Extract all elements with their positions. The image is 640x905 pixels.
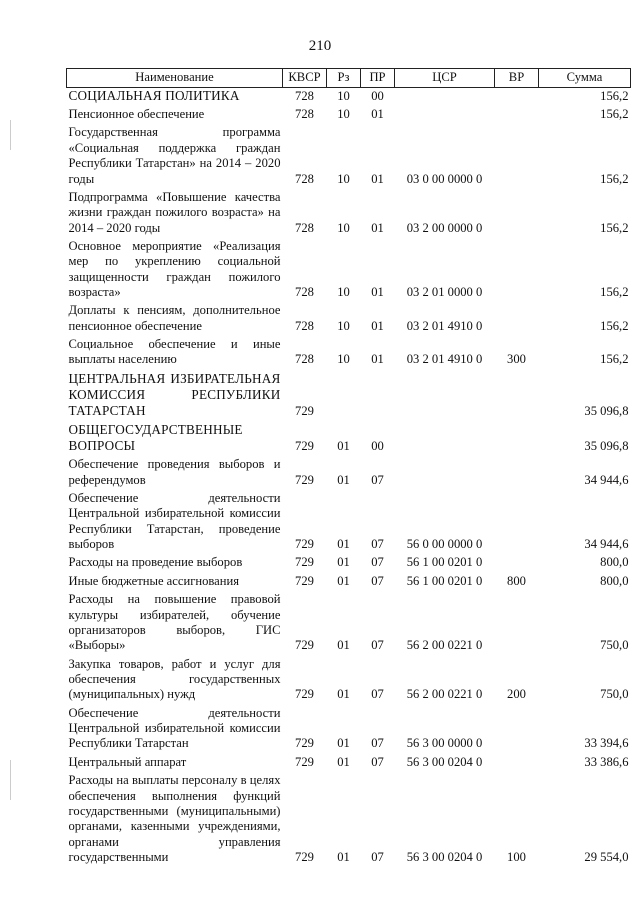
cell-name: Иные бюджетные ассигнования xyxy=(68,573,240,588)
cell-vr: 100 xyxy=(507,849,526,864)
cell-rz: 10 xyxy=(337,107,350,122)
cell-csr: 03 2 01 0000 0 xyxy=(406,285,483,300)
col-csr-header: ЦСР xyxy=(395,69,495,88)
table-row xyxy=(67,104,631,122)
cell-pr: 01 xyxy=(371,107,384,122)
cell-csr: 56 3 00 0000 0 xyxy=(406,736,483,751)
table-row xyxy=(67,236,631,300)
cell-pr: 07 xyxy=(371,573,384,588)
col-name-header: Наименование xyxy=(67,69,283,88)
cell-vr xyxy=(495,752,539,770)
table-row xyxy=(67,187,631,236)
cell-sum: 156,2 xyxy=(600,107,629,122)
cell-kvsr: 728 xyxy=(295,285,314,300)
table-row xyxy=(67,571,631,589)
cell-rz: 10 xyxy=(337,88,350,103)
cell-pr xyxy=(361,368,395,419)
cell-csr xyxy=(395,454,495,488)
cell-rz: 01 xyxy=(337,687,350,702)
cell-sum: 750,0 xyxy=(600,687,629,702)
cell-vr xyxy=(495,703,539,752)
cell-sum: 800,0 xyxy=(600,555,629,570)
cell-rz: 10 xyxy=(337,352,350,367)
cell-rz: 01 xyxy=(337,537,350,552)
cell-kvsr: 729 xyxy=(295,438,314,453)
cell-vr xyxy=(495,88,539,105)
cell-csr: 56 0 00 0000 0 xyxy=(406,537,483,552)
table-row xyxy=(67,752,631,770)
cell-sum: 34 944,6 xyxy=(584,537,629,552)
cell-rz: 01 xyxy=(337,638,350,653)
table-body xyxy=(67,88,631,866)
cell-name: Подпрограмма «Повышение качества жизни граждан пожилого возраста» на 2014 – 2020 годы xyxy=(68,189,281,235)
cell-csr: 56 3 00 0204 0 xyxy=(406,849,483,864)
table-row xyxy=(67,589,631,653)
cell-kvsr: 729 xyxy=(295,687,314,702)
table-row xyxy=(67,334,631,368)
cell-csr: 56 2 00 0221 0 xyxy=(406,638,483,653)
cell-kvsr: 729 xyxy=(295,573,314,588)
cell-vr xyxy=(495,368,539,419)
cell-sum: 156,2 xyxy=(600,352,629,367)
cell-sum: 35 096,8 xyxy=(584,438,629,453)
cell-kvsr: 728 xyxy=(295,171,314,186)
cell-csr: 03 0 00 0000 0 xyxy=(406,171,483,186)
cell-name: Расходы на проведение выборов xyxy=(68,555,243,570)
table-row xyxy=(67,454,631,488)
col-pr-header: ПР xyxy=(361,69,395,88)
cell-kvsr: 729 xyxy=(295,736,314,751)
cell-sum: 156,2 xyxy=(600,220,629,235)
cell-name: ОБЩЕГОСУДАРСТВЕННЫЕ ВОПРОСЫ xyxy=(68,422,243,454)
cell-name: Социальное обеспечение и иные выплаты населению xyxy=(68,337,281,367)
cell-vr xyxy=(495,488,539,552)
cell-name: Государственная программа «Социальная поддержка граждан Республики Татарстан» на 2014 – 2020 годы xyxy=(68,125,281,186)
cell-vr xyxy=(495,236,539,300)
cell-kvsr: 729 xyxy=(295,403,314,418)
cell-sum: 156,2 xyxy=(600,318,629,333)
cell-name: Обеспечение деятельности Центральной избирательной комиссии Республики Татарстан xyxy=(68,705,281,751)
cell-csr xyxy=(395,104,495,122)
cell-kvsr: 729 xyxy=(295,638,314,653)
col-rz-header: Рз xyxy=(327,69,361,88)
cell-name: СОЦИАЛЬНАЯ ПОЛИТИКА xyxy=(68,88,240,103)
cell-kvsr: 729 xyxy=(295,537,314,552)
cell-sum: 156,2 xyxy=(600,171,629,186)
cell-name: Доплаты к пенсиям, дополнительное пенсионное обеспечение xyxy=(68,303,281,333)
cell-csr: 03 2 00 0000 0 xyxy=(406,220,483,235)
cell-rz: 01 xyxy=(337,472,350,487)
cell-kvsr: 728 xyxy=(295,352,314,367)
cell-kvsr: 729 xyxy=(295,849,314,864)
cell-csr xyxy=(395,419,495,454)
cell-pr: 01 xyxy=(371,318,384,333)
cell-csr: 56 1 00 0201 0 xyxy=(406,573,483,588)
cell-kvsr: 728 xyxy=(295,318,314,333)
cell-sum: 750,0 xyxy=(600,638,629,653)
budget-table xyxy=(66,68,631,865)
cell-name: Основное мероприятие «Реализация мер по укреплению социальной защищенности граждан пожилого возраста» xyxy=(68,238,281,300)
cell-rz: 01 xyxy=(337,754,350,769)
scan-artifact xyxy=(10,120,11,150)
cell-vr: 300 xyxy=(507,352,526,367)
cell-rz: 01 xyxy=(337,573,350,588)
cell-sum: 156,2 xyxy=(600,88,629,103)
cell-csr: 03 2 01 4910 0 xyxy=(406,352,483,367)
cell-kvsr: 729 xyxy=(295,555,314,570)
cell-pr: 01 xyxy=(371,171,384,186)
table-row xyxy=(67,122,631,186)
cell-pr: 07 xyxy=(371,754,384,769)
cell-sum: 33 386,6 xyxy=(584,754,629,769)
cell-sum: 33 394,6 xyxy=(584,736,629,751)
table-row xyxy=(67,654,631,703)
cell-kvsr: 729 xyxy=(295,754,314,769)
cell-rz: 10 xyxy=(337,318,350,333)
table-row xyxy=(67,488,631,552)
cell-pr: 07 xyxy=(371,638,384,653)
table-row xyxy=(67,770,631,865)
cell-name: ЦЕНТРАЛЬНАЯ ИЗБИРАТЕЛЬНАЯ КОМИССИЯ РЕСПУБЛИКИ ТАТАРСТАН xyxy=(68,370,281,419)
cell-csr: 56 2 00 0221 0 xyxy=(406,687,483,702)
cell-name: Расходы на повышение правовой культуры избирателей, обучение организаторов выборов, ГИС «Выборы» xyxy=(68,592,281,653)
table-row xyxy=(67,368,631,419)
cell-pr: 01 xyxy=(371,220,384,235)
col-vr-header: ВР xyxy=(495,69,539,88)
cell-sum: 34 944,6 xyxy=(584,472,629,487)
cell-csr: 03 2 01 4910 0 xyxy=(406,318,483,333)
cell-vr xyxy=(495,300,539,334)
cell-sum: 35 096,8 xyxy=(584,403,629,418)
cell-name: Расходы на выплаты персоналу в целях обеспечения выполнения функций государственными (муниципальными) органами, казенными учреждениями, органами управления государственными xyxy=(68,773,281,864)
cell-rz: 01 xyxy=(337,736,350,751)
cell-pr: 07 xyxy=(371,555,384,570)
cell-csr xyxy=(395,88,495,105)
cell-pr: 07 xyxy=(371,736,384,751)
cell-pr: 07 xyxy=(371,472,384,487)
cell-csr: 56 1 00 0201 0 xyxy=(406,555,483,570)
table-row xyxy=(67,88,631,105)
col-sum-header: Сумма xyxy=(539,69,631,88)
cell-vr xyxy=(495,454,539,488)
cell-kvsr: 728 xyxy=(295,107,314,122)
cell-sum: 800,0 xyxy=(600,573,629,588)
cell-name: Закупка товаров, работ и услуг для обеспечения государственных (муниципальных) нужд xyxy=(68,656,281,702)
cell-pr: 01 xyxy=(371,352,384,367)
cell-sum: 29 554,0 xyxy=(584,849,629,864)
table-row xyxy=(67,300,631,334)
cell-rz: 10 xyxy=(337,171,350,186)
cell-vr xyxy=(495,419,539,454)
cell-rz: 01 xyxy=(337,438,350,453)
cell-name: Центральный аппарат xyxy=(68,754,187,769)
cell-rz: 10 xyxy=(337,285,350,300)
cell-csr: 56 3 00 0204 0 xyxy=(406,754,483,769)
cell-vr xyxy=(495,187,539,236)
page-number: 210 xyxy=(308,38,332,54)
cell-kvsr: 729 xyxy=(295,472,314,487)
cell-name: Пенсионное обеспечение xyxy=(68,107,205,122)
cell-vr: 200 xyxy=(507,687,526,702)
cell-rz: 01 xyxy=(337,849,350,864)
cell-name: Обеспечение проведения выборов и референдумов xyxy=(68,457,281,487)
table-row xyxy=(67,552,631,570)
table-header xyxy=(67,69,631,88)
cell-vr xyxy=(495,589,539,653)
cell-csr xyxy=(395,368,495,419)
cell-pr: 00 xyxy=(371,438,384,453)
cell-pr: 07 xyxy=(371,537,384,552)
cell-vr xyxy=(495,552,539,570)
cell-kvsr: 728 xyxy=(295,88,314,103)
cell-vr xyxy=(495,122,539,186)
table-row xyxy=(67,419,631,454)
cell-rz: 01 xyxy=(337,555,350,570)
cell-sum: 156,2 xyxy=(600,285,629,300)
cell-rz xyxy=(327,368,361,419)
cell-vr xyxy=(495,104,539,122)
cell-pr: 07 xyxy=(371,849,384,864)
cell-rz: 10 xyxy=(337,220,350,235)
table-row xyxy=(67,703,631,752)
cell-pr: 00 xyxy=(371,88,384,103)
scan-artifact xyxy=(10,760,11,800)
cell-vr: 800 xyxy=(507,573,526,588)
col-kvsr-header: КВСР xyxy=(283,69,327,88)
cell-pr: 07 xyxy=(371,687,384,702)
cell-pr: 01 xyxy=(371,285,384,300)
cell-name: Обеспечение деятельности Центральной избирательной комиссии Республики Татарстан, проведение выборов xyxy=(68,491,281,552)
cell-kvsr: 728 xyxy=(295,220,314,235)
